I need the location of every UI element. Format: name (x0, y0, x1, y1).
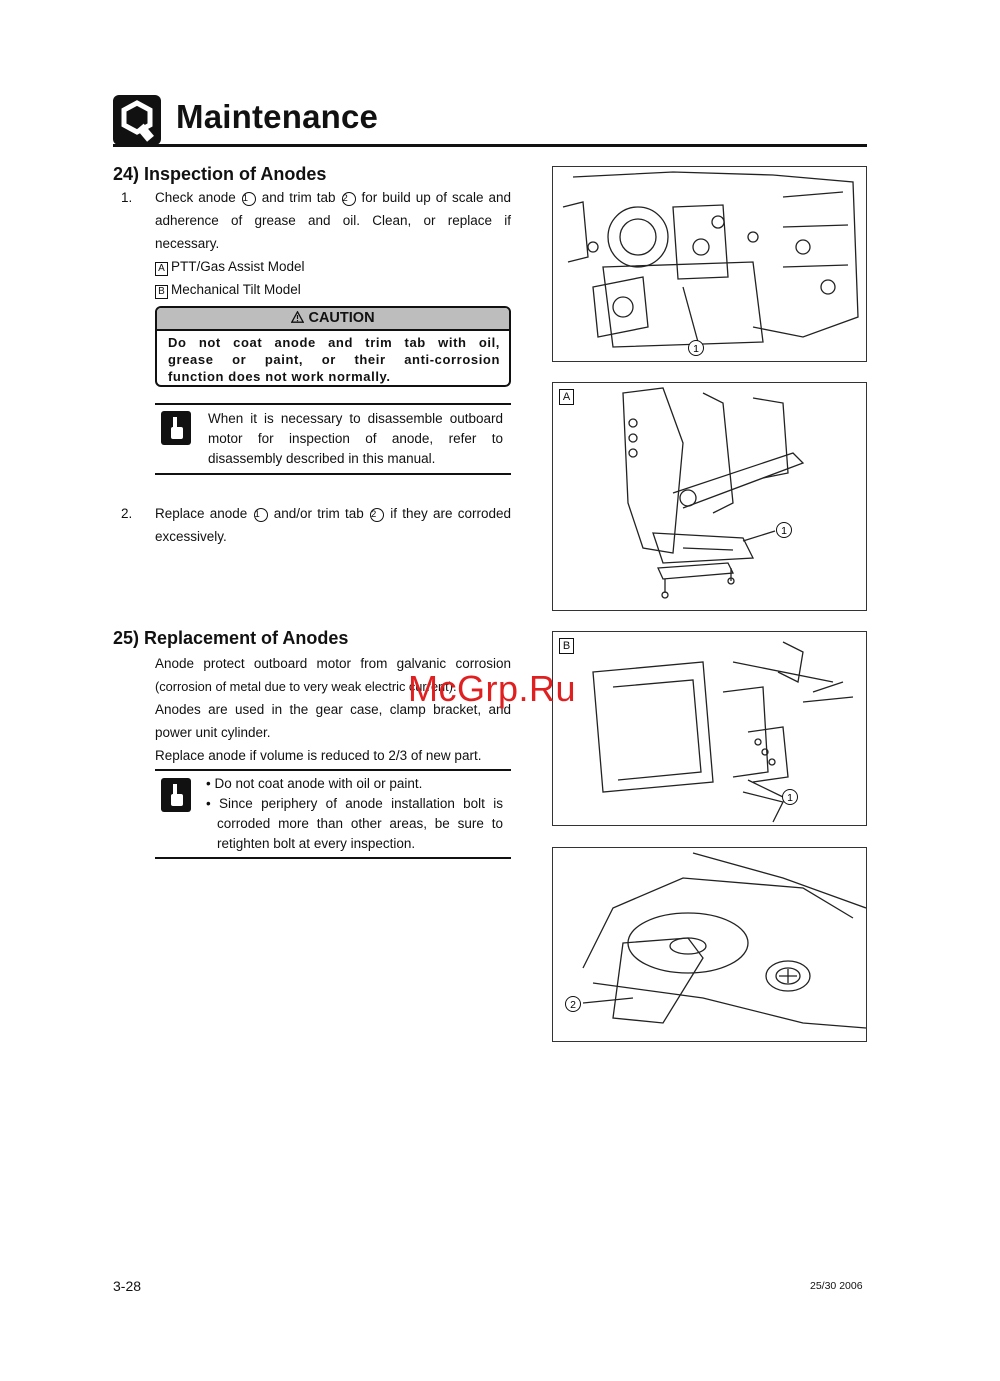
step-2-text-b: and/or trim tab (273, 506, 364, 521)
figure-b-letter: B (559, 638, 574, 654)
note-1-line-3: disassembly described in this manual. (208, 451, 436, 466)
para-line-1: Anode protect outboard motor from galvanic corrosion (155, 656, 511, 671)
warning-triangle-icon (291, 310, 308, 326)
callout-2-symbol: 2 (342, 192, 356, 206)
note-1-text (208, 409, 503, 469)
step-2-line-2: excessively. (155, 529, 227, 544)
step-1-text-c: for build up of scale and (361, 190, 511, 205)
model-b-label (155, 278, 301, 301)
note-1-top-rule (155, 403, 511, 405)
figure-1-callout: 1 (693, 343, 699, 355)
section-25-title: 25) Replacement of Anodes (113, 628, 349, 648)
para-line-5: Replace anode if volume is reduced to 2/3 of new part. (155, 748, 482, 763)
step-2-text-a: Replace anode (155, 506, 248, 521)
note-2-bullet-2-line-2: corroded more than other areas, be sure to (217, 816, 503, 831)
figure-a-clamp-bracket (552, 382, 867, 611)
callout-2-symbol: 2 (370, 508, 384, 522)
figure-trim-tab (552, 847, 867, 1042)
model-year: 25/30 2006 (810, 1280, 863, 1292)
note-2-bullet-1-text: Do not coat anode with oil or paint. (214, 776, 423, 791)
figure-3-callout: 1 (787, 792, 793, 804)
para-line-3: Anodes are used in the gear case, clamp bracket, and (155, 702, 511, 717)
note-1-line-1: When it is necessary to disassemble outboard (208, 411, 503, 426)
page-title: Maintenance (176, 98, 379, 135)
caution-header (157, 308, 509, 331)
step-2-line-1 (155, 502, 511, 525)
pointing-hand-icon (161, 411, 191, 445)
figure-b-mechanical-tilt (552, 631, 867, 826)
para-line-2: (corrosion of metal due to very weak electric current). (155, 679, 457, 694)
para-line-4: power unit cylinder. (155, 725, 271, 740)
caution-text (157, 331, 509, 385)
step-1-text-b: and trim tab (261, 190, 336, 205)
callout-1-symbol: 1 (254, 508, 268, 522)
model-a-text: PTT/Gas Assist Model (171, 259, 305, 274)
page-number: 3-28 (113, 1278, 142, 1294)
step-1-text-a: Check anode (155, 190, 236, 205)
step-2-number: 2. (121, 506, 133, 521)
watermark: McGrp.Ru (408, 668, 577, 709)
step-1-line-2: adherence of grease and oil. Clean, or replace if necessary. (155, 213, 511, 251)
note-2-bullet-2-text-1: Since periphery of anode installation bolt is (219, 796, 503, 811)
section-24-title: 24) Inspection of Anodes (113, 164, 327, 184)
step-2-text-c: if they are corroded (390, 506, 511, 521)
note-2-top-rule (155, 769, 511, 771)
header-rule (113, 144, 867, 147)
note-1-bottom-rule (155, 473, 511, 475)
note-2-bottom-rule (155, 857, 511, 859)
step-1-line-1 (155, 186, 511, 209)
caution-line-3: function does not work normally. (168, 369, 391, 384)
caution-box (155, 306, 511, 387)
note-2-bullet-2-line-3: retighten bolt at every inspection. (217, 836, 416, 851)
pointing-hand-icon (161, 778, 191, 812)
step-1-number: 1. (121, 190, 133, 205)
figure-engine-anode (552, 166, 867, 362)
model-b-letter: B (155, 285, 168, 299)
model-a-letter: A (155, 262, 168, 276)
note-2-bullet-1: • Do not coat anode with oil or paint. (206, 776, 423, 791)
figure-4-callout: 2 (570, 999, 576, 1011)
figure-a-letter: A (559, 389, 574, 405)
note-2-text (206, 774, 503, 854)
caution-line-2: grease or paint, or their anti-corrosion (168, 352, 500, 367)
note-2-bullet-2-line-1: • Since periphery of anode installation bolt is (206, 796, 503, 811)
callout-1-symbol: 1 (242, 192, 256, 206)
model-b-text: Mechanical Tilt Model (171, 282, 301, 297)
wrench-icon (113, 95, 161, 145)
model-a-label (155, 255, 305, 278)
figure-2-callout: 1 (781, 525, 787, 537)
caution-line-1: Do not coat anode and trim tab with oil, (168, 335, 500, 350)
note-1-line-2: motor for inspection of anode, refer to (208, 431, 503, 446)
caution-title: CAUTION (308, 310, 375, 326)
